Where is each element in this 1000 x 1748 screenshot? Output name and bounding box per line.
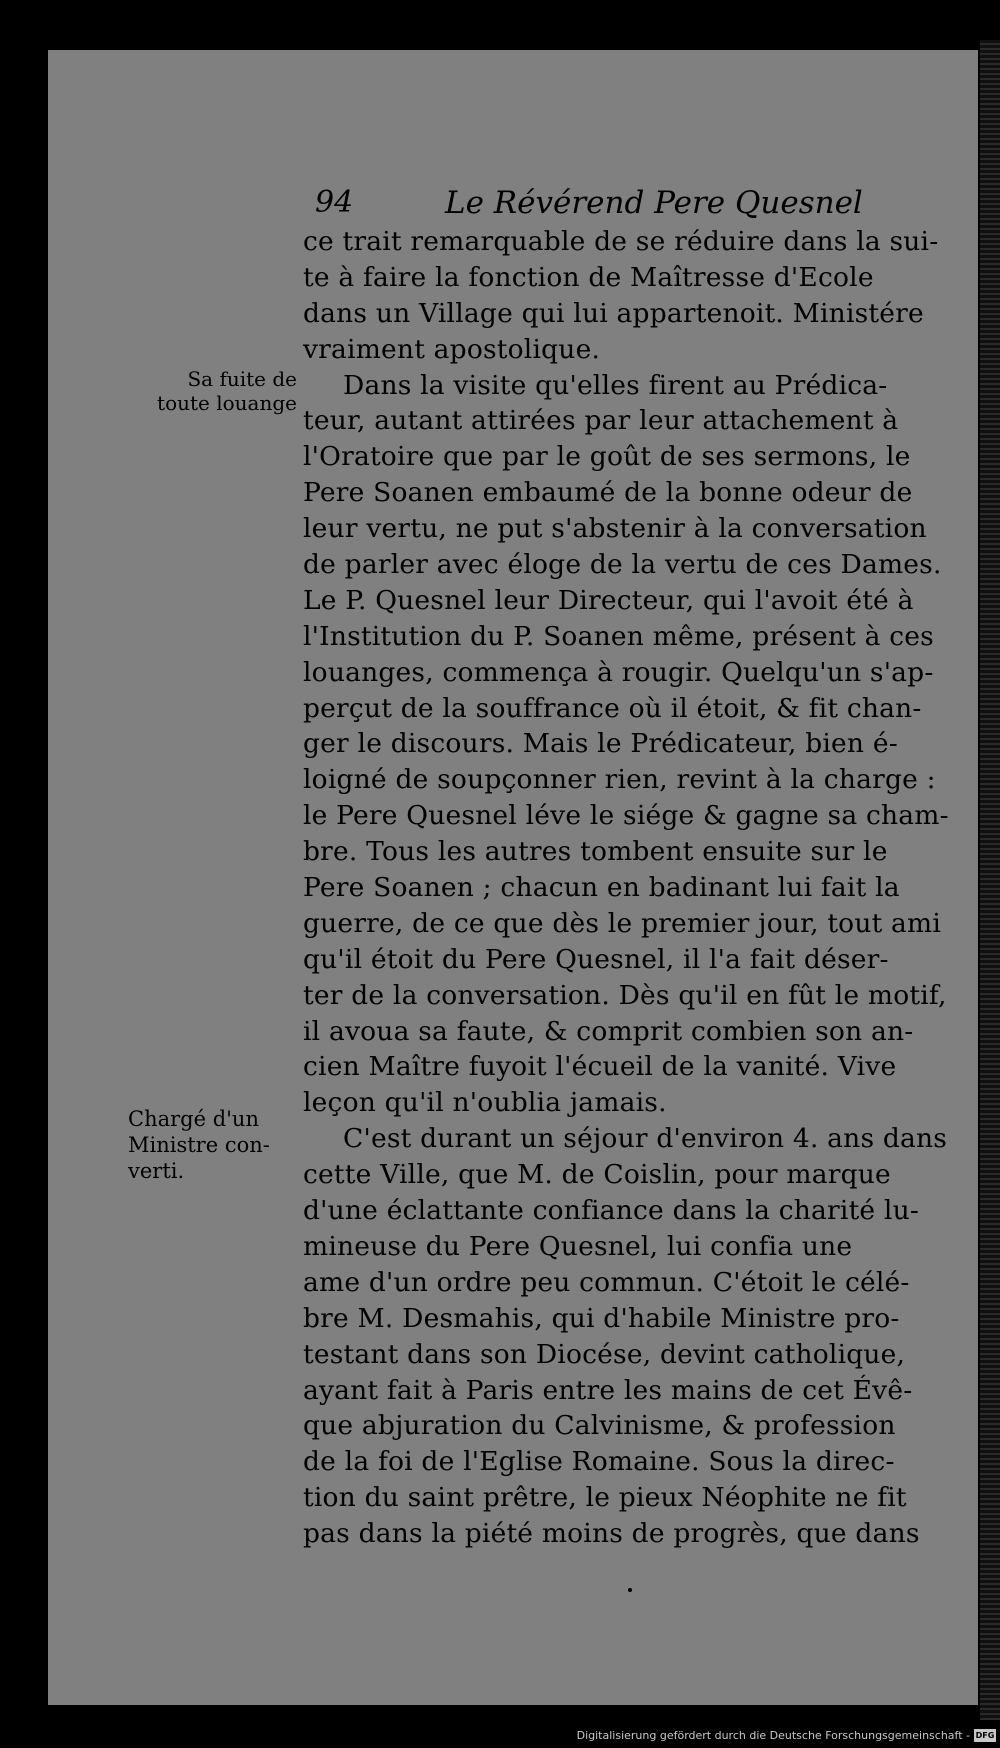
- text-line: Pere Soanen ; chacun en badinant lui fait la: [303, 872, 900, 904]
- text-line: l'Oratoire que par le goût de ses sermons, le: [303, 441, 911, 473]
- text-line: le Pere Quesnel léve le siége & gagne sa cham-: [303, 800, 949, 832]
- text-line: cette Ville, que M. de Coislin, pour marque: [303, 1159, 891, 1191]
- text-line: mineuse du Pere Quesnel, lui confia une: [303, 1230, 853, 1262]
- text-line: l'Institution du P. Soanen même, présent à ces: [303, 620, 934, 652]
- text-line: guerre, de ce que dès le premier jour, tout ami: [303, 907, 942, 939]
- text-line: teur, autant attirées par leur attachement à: [303, 405, 899, 437]
- ink-speck: [628, 1588, 632, 1592]
- text-line: ame d'un ordre peu commun. C'étoit le célé-: [303, 1266, 910, 1298]
- margin-note-ministre: [128, 1106, 298, 1184]
- dfg-logo: DFG: [975, 1731, 995, 1740]
- text-line: te à faire la fonction de Maîtresse d'Ecole: [303, 261, 874, 293]
- text-line: qu'il étoit du Pere Quesnel, il l'a fait déser-: [303, 943, 889, 975]
- text-line: ce trait remarquable de se réduire dans la sui-: [303, 226, 939, 257]
- text-line: Le P. Quesnel leur Directeur, qui l'avoit été à: [303, 584, 914, 616]
- text-line: Pere Soanen embaumé de la bonne odeur de: [303, 477, 913, 509]
- margin-note-line: Ministre con-: [128, 1133, 270, 1157]
- text-line: de parler avec éloge de la vertu de ces Dames.: [303, 549, 942, 581]
- page-header: [315, 185, 935, 225]
- text-line: perçut de la souffrance où il étoit, & fit chan-: [303, 692, 922, 724]
- text-line: d'une éclattante confiance dans la charité lu-: [303, 1195, 920, 1227]
- text-line: de la foi de l'Eglise Romaine. Sous la direc-: [303, 1446, 895, 1478]
- text-line: dans un Village qui lui appartenoit. Ministére: [303, 297, 924, 329]
- running-title: Le Révérend Pere Quesnel: [445, 185, 863, 221]
- text-line: Dans la visite qu'elles firent au Prédica-: [343, 369, 888, 401]
- text-line: bre. Tous les autres tombent ensuite sur le: [303, 836, 888, 868]
- text-line: que abjuration du Calvinisme, & profession: [303, 1410, 896, 1442]
- text-line: tion du saint prêtre, le pieux Néophite ne fit: [303, 1482, 907, 1514]
- text-line: leur vertu, ne put s'abstenir à la conversation: [303, 513, 927, 545]
- body-text: [303, 224, 949, 1552]
- text-line: il avoua sa faute, & comprit combien son an-: [303, 1015, 914, 1047]
- page-edge-shadow: [980, 40, 1000, 1720]
- text-line: vraiment apostolique.: [303, 333, 601, 365]
- text-line: ter de la conversation. Dès qu'il en fût le motif,: [303, 979, 947, 1011]
- margin-note-line: Sa fuite de: [187, 367, 297, 391]
- margin-note-line: Chargé d'un: [128, 1107, 259, 1131]
- margin-note-louange: [142, 367, 297, 415]
- text-line: C'est durant un séjour d'environ 4. ans dans: [343, 1123, 948, 1155]
- page-number: 94: [315, 185, 354, 220]
- text-line: loigné de soupçonner rien, revint à la charge :: [303, 764, 936, 796]
- digitization-credit: Digitalisierung gefördert durch die Deutsche Forschungsgemeinschaft -: [576, 1729, 970, 1742]
- text-line: ayant fait à Paris entre les mains de cet Évê-: [303, 1374, 913, 1406]
- margin-note-line: toute louange: [157, 391, 297, 415]
- text-line: testant dans son Diocése, devint catholique,: [303, 1338, 906, 1370]
- text-line: leçon qu'il n'oublia jamais.: [303, 1087, 667, 1119]
- text-line: pas dans la piété moins de progrès, que dans: [303, 1518, 920, 1550]
- margin-note-line: verti.: [128, 1159, 185, 1183]
- text-line: louanges, commença à rougir. Quelqu'un s'ap-: [303, 656, 934, 688]
- text-line: cien Maître fuyoit l'écueil de la vanité. Vive: [303, 1051, 897, 1083]
- text-line: bre M. Desmahis, qui d'habile Ministre pro-: [303, 1302, 900, 1334]
- text-line: ger le discours. Mais le Prédicateur, bien é-: [303, 728, 898, 760]
